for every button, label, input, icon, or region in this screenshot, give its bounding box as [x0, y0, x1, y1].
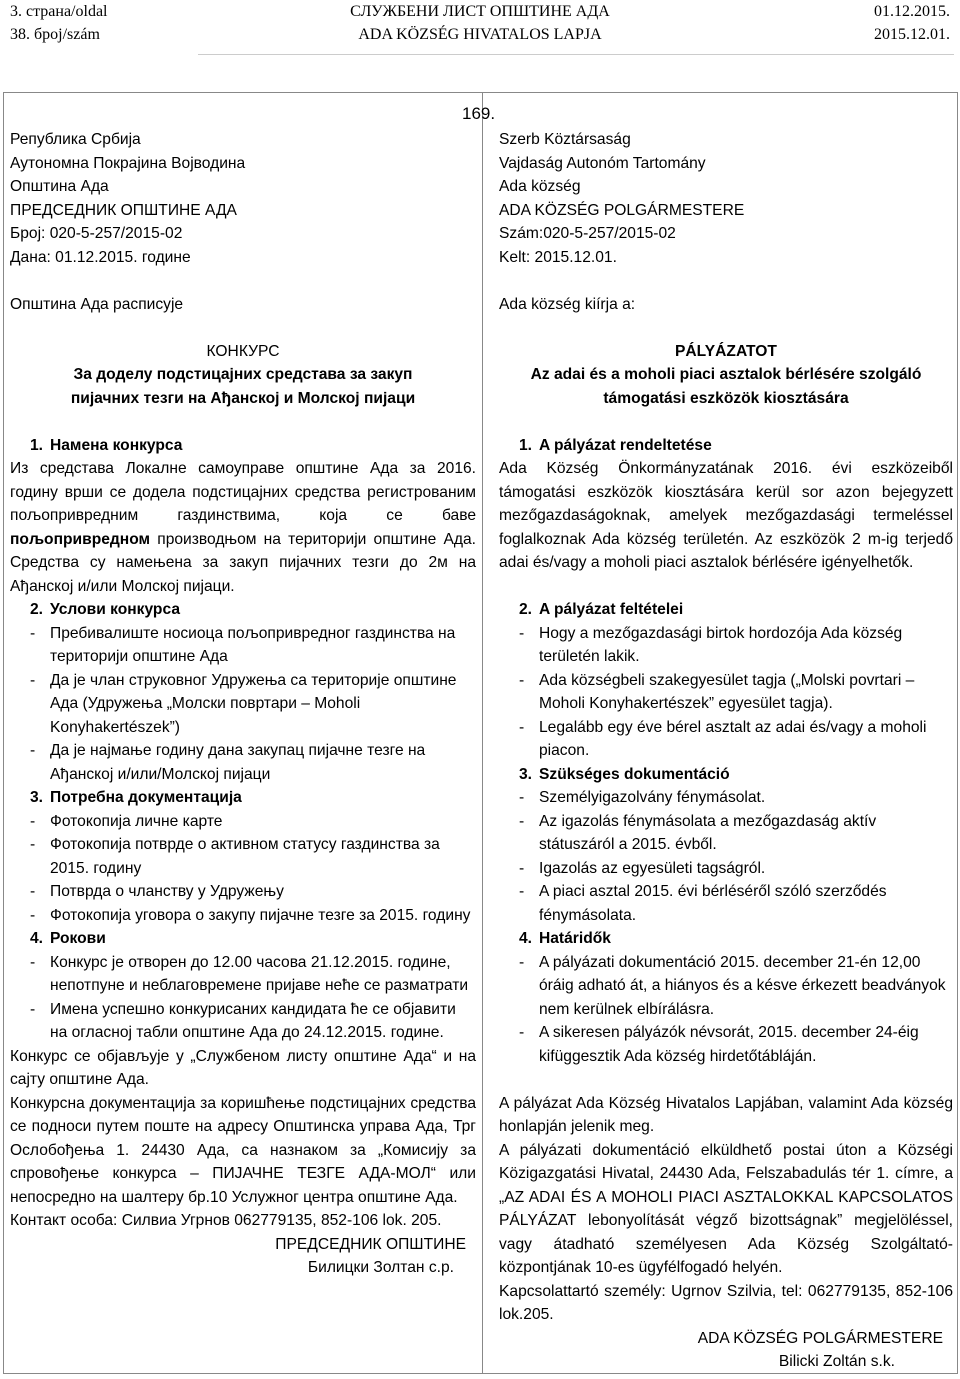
list-item: - Ada községbeli szakegyesület tagja („Molski povrtari – Moholi Konyhakertészek” egyesület tagja).	[519, 671, 915, 712]
section-heading	[499, 927, 953, 951]
section-number: 3.	[519, 765, 533, 783]
subtitle-line: За доделу подстицајних средстава за закуп	[73, 366, 413, 383]
header-right	[874, 0, 950, 46]
list-item: - Фотокопија личне карте	[30, 812, 223, 830]
addr-line: ADA KÖZSÉG POLGÁRMESTERE	[499, 201, 745, 219]
journal-title-sr: СЛУЖБЕНИ ЛИСТ ОПШТИНЕ АДА	[350, 3, 610, 20]
section-heading	[10, 786, 476, 810]
subtitle-line: támogatási eszközök kiosztására	[603, 389, 849, 407]
paragraph: Конкурс се објављује у „Службеном листу општине Ада“ и на сајту општине Ада.	[10, 1047, 476, 1088]
section-body: Ada Község Önkormányzatának 2016. évi eszközeiből támogatási eszközök kiosztására kerül sor azon bejegyzett mezőgazdaságoknak, amelyek mezőgazdasági termeléssel foglalkoznak Ada község területén. Az eszközök 2 m-ig terjedő adai és/vagy a moholi piaci asztalok bérlésére igényelhetők.	[499, 460, 953, 571]
section-title: Határidők	[539, 930, 611, 947]
addr-line: ПРЕДСЕДНИК ОПШТИНЕ АДА	[10, 201, 237, 219]
list-item: - Személyigazolvány fénymásolat.	[519, 789, 766, 806]
section-title: A pályázat rendeltetése	[539, 436, 712, 454]
section-number: 2.	[30, 601, 44, 618]
list-item: - Да је члан струковног Удружења са територије општине Ада (Удружења „Молски повртари – Moholi Konyhakertészek”)	[30, 671, 457, 736]
column-serbian	[10, 128, 476, 1280]
list-item: - A piaci asztal 2015. évi bérléséről szóló szerződés fénymásolata.	[519, 883, 887, 924]
section-number: 2.	[519, 601, 533, 618]
section-title: Намена конкурса	[50, 436, 183, 454]
addr-line: Република Србија	[10, 131, 141, 148]
section-heading	[499, 434, 953, 458]
section-number: 1.	[30, 436, 44, 454]
section-title: Услови конкурса	[50, 601, 180, 618]
list-item: - Hogy a mezőgazdasági birtok hordozója Ada község területén lakik.	[519, 624, 903, 665]
title: PÁLYÁZATOT	[675, 342, 777, 360]
intro-text: Ada község kiírja a:	[499, 295, 636, 313]
list-item: - Да је најмање годину дана закупац пијачне тезге на Ађанској и/или/Молској пијаци	[30, 742, 426, 783]
addr-line: Дана: 01.12.2015. године	[10, 248, 191, 266]
section-number: 1.	[519, 436, 533, 454]
section-body: Из средстава Локалне самоуправе општине Ада за 2016. годину врши се додела подстицајних средства регистрованим пољопривредним газдинствима, која се баве пољопривредном производњом на територији општине Ада. Средства су намењена за закуп пијачних тезги до 2м на Ађанској и/или Молској пијаци.	[10, 460, 476, 595]
list-item: - Legalább egy éve bérel asztalt az adai és/vagy a moholi piacon.	[519, 718, 927, 759]
contact-paragraph: Контакт особа: Силвиа Угрнов 062779135, 852-106 lok. 205.	[10, 1212, 442, 1229]
section-heading	[499, 598, 953, 622]
section-title: A pályázat feltételei	[539, 601, 684, 618]
list-item: - Конкурс је отворен до 12.00 часова 21.12.2015. године, непотпуне и неблаговремене пријаве неће се разматрати	[30, 953, 469, 994]
addr-line: Број: 020-5-257/2015-02	[10, 225, 183, 242]
section-number: 4.	[519, 930, 533, 947]
section-heading	[10, 927, 476, 951]
list-item: - Пребивалиште носиоца пољопривредног газдинства на територији општине Ада	[30, 624, 456, 665]
column-hungarian	[499, 128, 953, 1374]
date-hu: 2015.12.01.	[874, 26, 950, 43]
list-item: - A pályázati dokumentáció 2015. december 21-én 12,00 óráig adható át, a hiányos és a késve érkezett beadványok nem kerülnek elbírálásra.	[519, 953, 946, 1018]
page-header	[0, 0, 960, 50]
paragraph: A pályázati dokumentáció elküldhető postai úton a Községi Közigazgatási Hivatal, 24430 Ada, Felszabadulás tér 1. címre, a „AZ ADAI ÉS A MOHOLI PIACI ASZTALOKKAL KAPCSOLATOS PÁLYÁZAT lebonyolítását végző bizottságnak” megjelöléssel, vagy átadható személyesen Ada Község Szolgáltató-központjának 10-es ügyfélfogadó helyén.	[499, 1141, 953, 1276]
addr-line: Kelt: 2015.12.01.	[499, 248, 617, 266]
header-center	[0, 0, 960, 46]
signature-name: Bilicki Zoltán s.k.	[778, 1353, 895, 1370]
signature-name: Билицки Золтан с.р.	[307, 1259, 454, 1276]
journal-title-hu: ADA KÖZSÉG HIVATALOS LAPJA	[358, 26, 602, 43]
list-item: - Az igazolás fénymásolata a mezőgazdaság aktív státuszáról a 2015. évből.	[519, 812, 877, 853]
section-title: Потребна документација	[50, 789, 242, 806]
page-number-label: 3. страна/oldal	[10, 3, 108, 20]
list-item: - Потврда о чланству у Удружењу	[30, 883, 284, 900]
list-item: - A sikeresen pályázók névsorát, 2015. december 24-éig kifüggesztik Ada község hirdetőtábláján.	[519, 1024, 919, 1065]
paragraph: Конкурсна документација за коришћење подстицајних средства се подноси путем поште на адресу Општинска управа Ада, Трг Ослобођења 1. 24430 Ада, са назнаком за „Комисију за спровођење конкурса – ПИЈАЧНЕ ТЕЗГЕ АДА-МОЛ“ или непосредно на шалтеру бр.10 Услужног центра општине Ада.	[10, 1094, 476, 1206]
column-divider	[482, 93, 483, 1373]
addr-line: Аутономна Покрајина Војводина	[10, 154, 246, 172]
list-item: - Igazolás az egyesületi tagságról.	[519, 859, 766, 877]
section-number: 3.	[30, 789, 44, 806]
contact-paragraph: Kapcsolattartó személy: Ugrnov Szilvia, tel: 062779135, 852-106 lok.205.	[499, 1282, 953, 1323]
section-heading	[499, 763, 953, 787]
section-title: Рокови	[50, 930, 106, 947]
addr-line: Szám:020-5-257/2015-02	[499, 225, 676, 242]
document-number: 169.	[462, 104, 496, 123]
addr-line: Ada község	[499, 178, 581, 195]
date-sr: 01.12.2015.	[874, 3, 950, 20]
list-item: - Фотокопија потврде о активном статусу газдинства за 2015. годину	[30, 836, 440, 877]
header-divider	[198, 54, 954, 55]
intro-text: Општина Ада расписује	[10, 295, 184, 313]
list-item: - Фотокопија уговора о закупу пијачне тезге за 2015. годину	[30, 906, 471, 924]
issue-number-label: 38. број/szám	[10, 26, 100, 43]
subtitle-line: пијачних тезги на Ађанској и Молској пијаци	[70, 389, 416, 407]
list-item: - Имена успешно конкурисаних кандидата ће се објавити на огласној табли општине Ада до 24.12.2015. године.	[30, 1000, 456, 1041]
paragraph: A pályázat Ada Község Hivatalos Lapjában, valamint Ada község honlapján jelenik meg.	[499, 1094, 953, 1135]
section-number: 4.	[30, 930, 44, 947]
section-title: Szükséges dokumentáció	[539, 765, 730, 783]
addr-line: Општина Ада	[10, 178, 109, 195]
subtitle-line: Az adai és a moholi piaci asztalok bérlésére szolgáló	[530, 366, 922, 383]
signature-title: ПРЕДСЕДНИК ОПШТИНЕ	[275, 1235, 466, 1253]
section-heading	[10, 434, 476, 458]
addr-line: Vajdaság Autonóm Tartomány	[499, 154, 706, 172]
section-heading	[10, 598, 476, 622]
addr-line: Szerb Köztársaság	[499, 131, 631, 148]
signature-title: ADA KÖZSÉG POLGÁRMESTERE	[697, 1329, 943, 1347]
title: КОНКУРС	[206, 342, 280, 360]
